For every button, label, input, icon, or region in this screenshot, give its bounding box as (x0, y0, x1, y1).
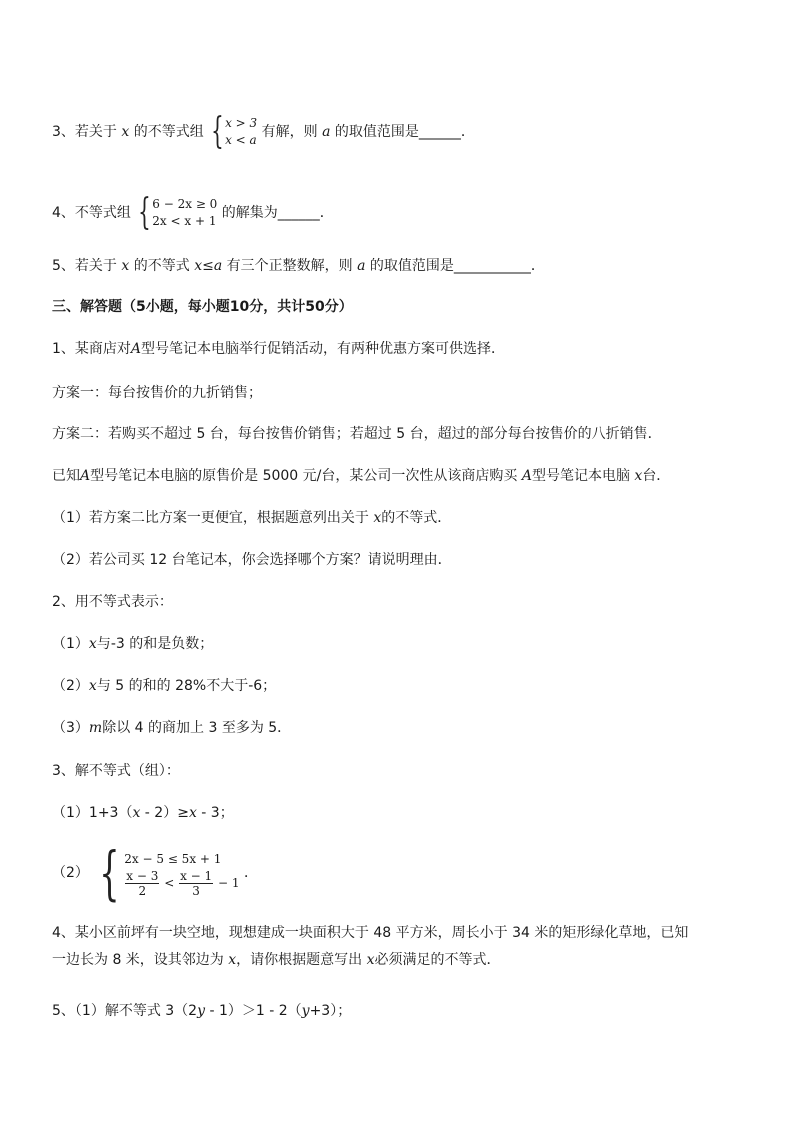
math-var: x (121, 258, 130, 274)
problem-1-sub-2: （2）若公司买 12 台笔记本，你会选择哪个方案？请说明理由． (52, 552, 452, 568)
inequality-system (135, 192, 218, 233)
problem-3-sub-1 (52, 803, 234, 823)
text: 的解集为______． (221, 205, 334, 221)
math-var: A (130, 341, 142, 357)
text: 一边长为 8 米，设其邻边为 (52, 952, 229, 968)
text: （3） (52, 720, 89, 736)
operator: < (160, 876, 179, 890)
problem-1-sub-1 (52, 508, 451, 528)
text: 5、（1）解不等式 3（2 (52, 1003, 198, 1019)
system-row: 6 − 2x ≥ 0 (152, 197, 218, 211)
text: 的不等式 (133, 258, 190, 274)
fraction (179, 869, 213, 898)
text: 的取值范围是______． (334, 124, 475, 140)
math-var: y (197, 1003, 206, 1019)
problem-4-line-1: 4、某小区前坪有一块空地，现想建成一块面积大于 48 平方米，周长小于 34 米的矩形绿化草地，已知 (52, 925, 689, 941)
problem-2-sub-3 (52, 718, 291, 738)
math-var: x (188, 805, 197, 821)
problem-4-line-2 (52, 950, 501, 970)
text: 4、不等式组 (52, 205, 131, 221)
inequality-system (208, 111, 258, 152)
fill-question-3 (52, 111, 475, 152)
math-var: y (301, 1003, 310, 1019)
fraction-denominator: 2 (138, 883, 147, 898)
text: ，请你根据题意写出 (236, 952, 367, 968)
left-brace-icon: { (211, 111, 224, 152)
operator: − 1 (214, 876, 240, 890)
text: （2） (52, 865, 89, 881)
text: 型号笔记本电脑 (531, 468, 635, 484)
math-var: A (80, 468, 91, 484)
text: 有三个正整数解，则 (226, 258, 353, 274)
fraction-numerator: x − 3 (126, 868, 159, 883)
text: +3）； (309, 1003, 352, 1019)
problem-2-title: 2、用不等式表示： (52, 594, 173, 610)
fraction-denominator: 3 (192, 883, 200, 898)
math-var: A (521, 468, 532, 484)
text: （1）若方案二比方案一更便宜，根据题意列出关于 (52, 510, 374, 526)
math-var: x (634, 468, 643, 484)
fill-question-5 (52, 256, 545, 276)
problem-2-sub-2 (52, 676, 276, 696)
system-row (124, 869, 239, 898)
text: 与-3 的和是负数； (96, 636, 214, 652)
system-row: 2x − 5 ≤ 5x + 1 (124, 851, 222, 866)
problem-2-sub-1 (52, 634, 213, 654)
text: 5、若关于 (52, 258, 117, 274)
text: 有解，则 (261, 124, 318, 140)
text: 与 5 的和的 28%不大于-6； (96, 678, 277, 694)
text: 必须满足的不等式． (374, 952, 501, 968)
math-var: a (357, 258, 366, 274)
math-var: a (322, 124, 331, 140)
left-brace-icon: { (99, 839, 120, 907)
text: 已知 (52, 468, 80, 484)
text: 除以 4 的商加上 3 至多为 5． (102, 720, 292, 736)
text: 台． (642, 468, 671, 484)
text: 的取值范围是___________． (369, 258, 545, 274)
system-row: x < a (225, 133, 257, 147)
inequality-system (93, 839, 240, 907)
problem-3-title: 3、解不等式（组）： (52, 763, 180, 779)
text: （1）1+3（ (52, 805, 133, 821)
problem-5 (52, 1001, 351, 1021)
problem-3-sub-2 (52, 839, 258, 907)
system-row: 2x < x + 1 (152, 214, 217, 228)
math-var: x (228, 952, 237, 968)
fraction (125, 869, 159, 898)
math-var: x (88, 636, 97, 652)
text: 3、若关于 (52, 124, 117, 140)
fill-question-4 (52, 192, 334, 233)
math-var: x (121, 124, 130, 140)
text: （2） (52, 678, 89, 694)
text: 型号笔记本电脑的原售价是 5000 元/台，某公司一次性从该商店购买 (90, 468, 522, 484)
text: 型号笔记本电脑举行促销活动，有两种优惠方案可供选择． (141, 341, 506, 357)
text: 的不等式． (381, 510, 452, 526)
text: - 3； (196, 805, 234, 821)
math-var: m (88, 720, 103, 736)
problem-1-title (52, 339, 505, 359)
problem-1-plan-2: 方案二：若购买不超过 5 台，每台按售价销售；若超过 5 台，超过的部分每台按售价的八折销售． (52, 426, 662, 442)
text: 的不等式组 (133, 124, 204, 140)
text: ． (243, 865, 258, 881)
section-heading: 三、解答题（5小题，每小题10分，共计50分） (52, 299, 353, 315)
math-var: x (373, 510, 382, 526)
text: 1、某商店对 (52, 341, 131, 357)
system-row: x > 3 (225, 116, 258, 130)
left-brace-icon: { (138, 192, 152, 233)
problem-1-known (52, 466, 670, 486)
text: - 2）≥ (140, 805, 189, 821)
math-expression: x≤a (194, 258, 223, 274)
text: - 1）＞1 - 2（ (205, 1003, 302, 1019)
problem-1-plan-1: 方案一：每台按售价的九折销售； (52, 385, 262, 401)
math-var: x (366, 952, 375, 968)
fraction-numerator: x − 1 (180, 868, 213, 883)
text: （1） (52, 636, 89, 652)
math-var: x (132, 805, 141, 821)
math-var: x (88, 678, 97, 694)
